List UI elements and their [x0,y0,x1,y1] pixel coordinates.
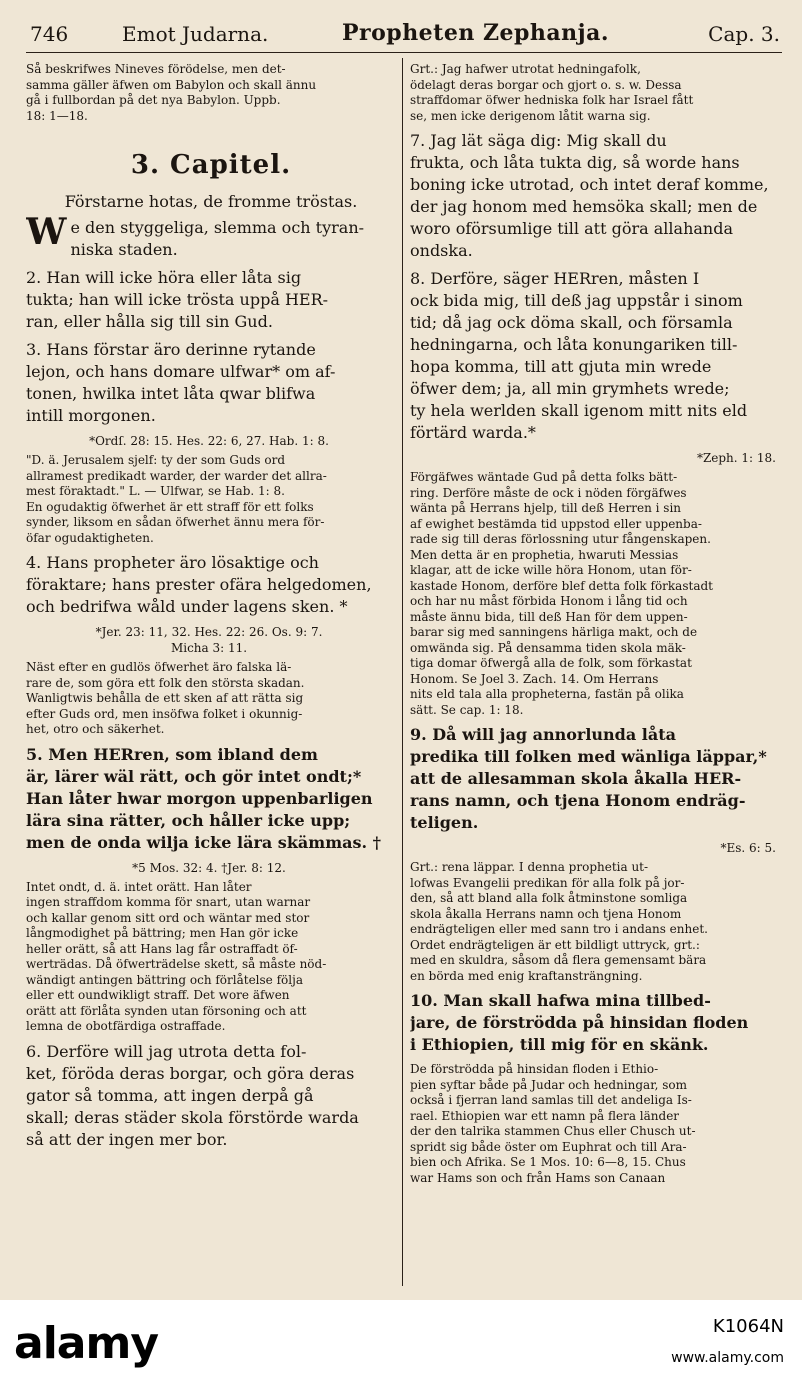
verse-5-commentary: Intet ondt, d. ä. intet orätt. Han låter ingen straffdom komma för snart, utan warnar och kallar genom sitt ord och wäntar med stor långmodighet på bättring; men Han gör icke heller orätt, så att Hans lag får ostraffadt öf- werträdas. Då öfwerträdelse skett, så måste nöd- wändigt antingen bättring och förlåtelse följa eller ett oundwikligt straff. Det wore äfwen orätt att förlåta synden utan försoning och att lemna de obotfärdiga ostraffade. [26,879,327,1033]
running-head-left: Emot Judarna. [122,22,269,46]
verse-8-references: *Zeph. 1: 18. [696,451,776,465]
column-divider [402,58,403,1286]
image-id: K1064N [712,1316,784,1337]
right-column [410,62,780,1297]
verse-5: 5. Men HERren, som ibland dem är, lärer wäl rätt, och gör intet ondt;* Han låter hwar morgon uppenbarligen lära sina rätter, och håller icke upp; men de onda wilja icke lära skämmas. † [26,744,382,852]
verse-3-references: *Ordſ. 28: 15. Hes. 22: 6, 27. Hab. 1: 8. [89,434,329,448]
left-column [26,62,396,1297]
verse-6-commentary: Grt.: Jag hafwer utrotat hedningafolk, ödelagt deras borgar och gjort o. s. w. Dessa straffdomar öfwer hedniska folk har Israel fått se, men icke derigenom låtit warna sig. [410,62,694,123]
chapter-heading: 3. Capitel. [130,150,292,180]
verse-6: 6. Derföre will jag utrota detta fol- ket, föröda deras borgar, och göra deras gator så tomma, att ingen derpå gå skall; deras städer skola förstörde warda så att der ingen mer bor. [26,1041,359,1149]
chapter-summary: Förstarne hotas, de fromme tröstas. [64,192,358,211]
verse-8: 8. Derföre, säger HERren, måsten I ock bida mig, till deß jag uppstår i sinom tid; då jag ock döma skall, och församla hedningarna, och låta konungariken till- hopa komma, till att gjuta min wrede öfwer dem; ja, all min grymhets wrede; ty hela werlden skall igenom mitt nits eld förtärd warda.* [410,269,748,442]
verse-8-commentary: Förgäfwes wäntade Gud på detta folks bätt- ring. Derföre måste de ock i nöden förgäfwes wänta på Herrans hjelp, till deß Herren i sin af ewighet bestämda tid uppstod eller uppenba- rade sig till deras förlossning utur fångenskapen. Men detta är en prophetia, hwaruti Messias klagar, att de icke wille höra Honom, utan för- kastade Honom, derföre blef detta folk förkastadt och har nu måst förbida Honom i lång tid och måste ännu bida, till deß Han för dem uppen- barar sig med sanningens härliga makt, och de omwända sig. På densamma tiden skola mäk- tiga domar öfwergå alla de folk, som förkastat Honom. Se Joel 3. Zach. 14. Om Herrans nits eld tala alla propheterna, fastän på olika sätt. Se cap. 1: 18. [410,470,713,717]
page-number: 746 [30,22,69,46]
header-rule [26,52,782,53]
running-head-title: Propheten Zephanja. [342,20,610,46]
verse-10-commentary: De förströdda på hinsidan floden i Ethio- pien syftar både på Judar och hedningar, som också i fjerran land samlas till det andeliga Is- rael. Ethiopien war ett namn på flera länder der den talrika stammen Chus eller Chusch ut- spridt sig både öster om Euphrat och till Ara- bien och Afrika. Se 1 Mos. 10: 6—8, 15. Chus war Hams son och från Hams son Canaan [410,1062,696,1185]
page-header [30,22,780,50]
verse-9: 9. Då will jag annorlunda låta predika till folken med wänliga läppar,* att de allesamman skola åkalla HER- rans namn, och tjena Honom endräg- teligen. [410,725,767,832]
drop-cap: W [26,211,67,253]
verse-5-references: *5 Mos. 32: 4. †Jer. 8: 12. [132,860,286,875]
intro-commentary: Så beskrifwes Nineves förödelse, men det- samma gäller äfwen om Babylon och skall ännu gå i fullbordan på det nya Babylon. Uppb. 18: 1—18. [26,62,317,123]
running-head-chapter: Cap. 3. [708,22,780,46]
verse-4-commentary: Näst efter en gudlös öfwerhet äro falska lä- rare de, som göra ett folk den största skadan. Wanligtwis behålla de ett sken af att rätta sig efter Guds ord, men insöfwa folket i okunnig- het, otro och säkerhet. [26,660,305,736]
verse-10: 10. Man skall hafwa mina tillbed- jare, de förströdda på hinsidan floden i Ethiopien, till mig för en skänk. [410,991,749,1054]
verse-4-references: *Jer. 23: 11, 32. Hes. 22: 26. Os. 9: 7. Micha 3: 11. [95,625,323,655]
watermark-footer [0,1300,802,1390]
verse-1 [26,211,396,261]
verse-3-commentary: "D. ä. Jerusalem sjelf: ty der som Guds ord allramest predikadt warder, der warder det allra- mest föraktadt." L. — Ulfwar, se Hab. 1: 8. En ogudaktig öfwerhet är ett straff för ett folks synder, liksom en sådan öfwerhet ännu mera för- öfar ogudaktigheten. [26,453,327,545]
verse-7: 7. Jag lät säga dig: Mig skall du frukta, och låta tukta dig, så worde hans boning icke utrotad, och intet deraf komme, der jag honom med hemsöka skall; men de woro oförsumlige till att göra allahanda ondska. [410,131,769,260]
source-url: www.alamy.com [671,1350,784,1366]
alamy-logo: alamy [14,1318,158,1369]
verse-4: 4. Hans propheter äro lösaktige och föraktare; hans prester ofära helgedomen, och bedrifwa wåld under lagens sken. * [26,553,372,616]
verse-9-references: *Es. 6: 5. [720,841,776,855]
verse-2: 2. Han will icke höra eller låta sig tukta; han will icke trösta uppå HER- ran, eller hålla sig till sin Gud. [26,268,329,331]
verse-3: 3. Hans förstar äro derinne rytande lejon, och hans domare ulfwar* om af- tonen, hwilka intet låta qwar blifwa intill morgonen. [26,340,336,425]
verse-9-commentary: Grt.: rena läppar. I denna prophetia ut- lofwas Evangelii predikan för alla folk på jor- den, så att bland alla folk åtminstone somliga skola åkalla Herrans namn och tjena Honom endrägteligen eller med sann tro i andans enhet. Ordet endrägteligen är ett bildligt uttryck, grt.: med en skuldra, såsom då flera gemensamt bära en börda med enig kraftansträngning. [410,860,708,983]
verse-1-text: e den styggeliga, slemma och tyran- niska staden. [70,218,365,259]
